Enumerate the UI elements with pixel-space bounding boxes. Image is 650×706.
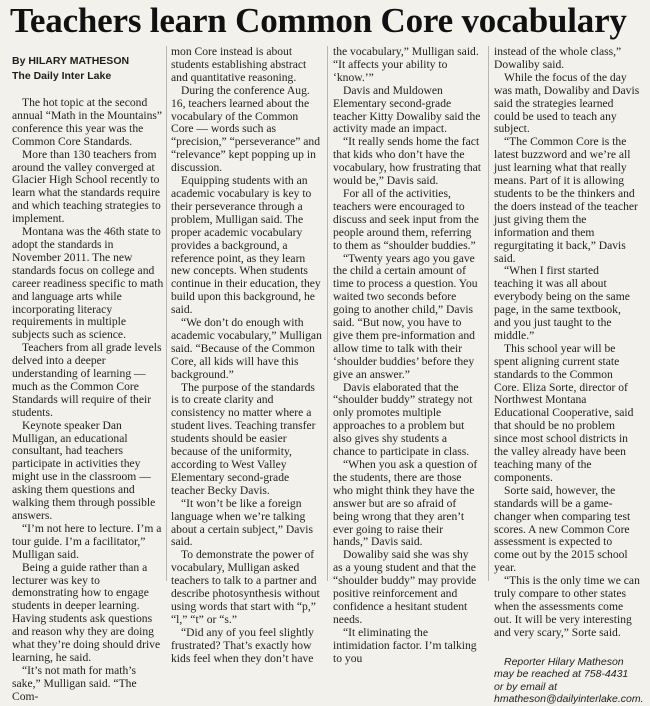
paragraph: While the focus of the day was math, Dowaliby and Davis said the strategies learned could be used to teach any subject. [494,70,640,136]
paragraph: For all of the activities, teachers were encouraged to discuss and seek input from the people around them, referring to them as “shoulder buddies.” [333,186,479,252]
paragraph: the vocabulary,” Mulligan said. “It affects your ability to ‘know.’” [333,45,479,84]
paragraph: “It’s not math for math’s sake,” Mulligan said. “The Com- [12,663,137,703]
paragraph: “The Common Core is the latest buzzword and we’re all just learning what that really means. Part of it is allowing students to be the thinkers and the doers instead of the teacher just giving them the information and them regurgitating it back,” Davis said. [494,135,638,265]
paragraph: The purpose of the standards is to create clarity and consistency no matter where a student lives. Teaching transfer students should be easier because of the uniformity, according to West Valley Elementary second-grade teacher Becky Davis. [171,380,316,497]
paragraph: “When I first started teaching it was all about everybody being on the same page, in the same textbook, and you just taught to the middle.” [494,264,630,342]
paragraph: More than 130 teachers from around the valley converged at Glacier High School recently to learn what the standards require and which teaching strategies to implement. [12,147,161,226]
paragraph: “When you ask a question of the students, there are those who might think they have the answer but are so afraid of being wrong that they aren’t ever going to raise their hands,” Davis said. [333,458,478,549]
column-divider [488,46,489,581]
column-divider [327,46,328,581]
paragraph: To demonstrate the power of vocabulary, Mulligan asked teachers to talk to a partner and describe photosynthesis without using words that start with “p,” “l,” “t” or “s.” [171,548,320,626]
paragraph: “I’m not here to lecture. I’m a tour guide. I’m a facilitator,” Mulligan said. [12,521,162,561]
paragraph: “This is the only time we can truly compare to other states when the assessments come out. It will be very interesting and very scary,” Sorte said. [494,574,640,639]
paragraph: Equipping students with an academic vocabulary is key to their perseverance through a problem, Mulligan said. The proper academic vocabulary provides a background, a reference point, as they learn new concepts. When students continue in their education, they build upon this background, he said. [171,174,321,317]
paragraph: Being a guide rather than a lecturer was key to demonstrating how to engage students in deeper learning. Having students ask questions and reason why they are doing what they’re doing should drive learning, he said. [12,560,161,664]
paragraph: Sorte said, however, the standards will be a game-changer when comparing test scores. A new Common Core assessment is expected to come out by the 2015 school year. [494,483,631,575]
paragraph: Montana was the 46th state to adopt the standards in November 2011. The new standards focus on college and career readiness specific to math and language arts while incorporating literacy requirements in multiple subjects such as science. [12,225,164,342]
publication-name: The Daily Inter Lake [12,70,112,82]
paragraph: During the conference Aug. 16, teachers learned about the vocabulary of the Common Core — words such as “precision,” “perseverance” and “relevance” kept popping up in discussion. [171,83,321,175]
paragraph: “It really sends home the fact that kids who don’t have the vocabulary, how frustrating that would be,” Davis said. [333,135,481,188]
paragraph: This school year will be spent aligning current state standards to the Common Core. Eliza Sorte, director of Northwest Montana Educational Cooperative, said that should be no problem since most school districts in the valley already have been teaching many of the components. [494,341,634,484]
paragraph: “It eliminating the intimidation factor. I’m talking to you [333,625,477,665]
paragraph: Dowaliby said she was shy as a young student and that the “shoulder buddy” may provide positive reinforcement and confidence a hesitant student needs. [333,548,477,626]
paragraph: Davis elaborated that the “shoulder buddy” strategy not only promotes multiple approaches to a problem but also gives shy students a chance to participate in class. [333,380,473,459]
article-column-4 [494,45,644,706]
article-column-1 [12,50,164,703]
paragraph: “Twenty years ago you gave the child a certain amount of time to process a question. You waited two seconds before going to another child,” Davis said. “But now, you have to give them pre-information and allow time to talk with their ‘shoulder buddies’ before they give an answer.” [333,251,478,381]
headline: Teachers learn Common Core vocabulary [10,1,627,40]
byline: By HILARY MATHESON [12,55,130,67]
paragraph: “It won’t be like a foreign language when we’re talking about a certain subject,” Davis said. [171,496,313,549]
paragraph: mon Core instead is about students establishing abstract and quantitative reasoning. [171,45,307,84]
paragraph: The hot topic at the second annual “Math in the Mountains” conference this year was the Common Core Standards. [12,96,163,148]
paragraph: Davis and Muldowen Elementary second-grade teacher Kitty Dowaliby said the activity made an impact. [333,83,481,136]
paragraph: instead of the whole class,” Dowaliby said. [494,45,622,71]
paragraph: Keynote speaker Dan Mulligan, an educational consultant, had teachers participate in activities they might use in the classroom — asking them questions and walking them through possible answers. [12,418,156,522]
paragraph: “We don’t do enough with academic vocabulary,” Mulligan said. “Because of the Common Core, all kids will have this background.” [171,316,322,381]
column-divider [166,46,167,581]
article-column-2 [171,45,323,665]
paragraph: Teachers from all grade levels delved into a deeper understanding of learning — much as the Common Core Standards will require of their students. [12,341,162,419]
paragraph: “Did any of you feel slightly frustrated? That’s exactly how kids feel when they don’t have [171,625,314,665]
reporter-contact-note: Reporter Hilary Matheson may be reached at 758-4431 or by email at hmatheson@dailyinterlake.com. [494,655,644,706]
article-column-3 [333,45,481,665]
